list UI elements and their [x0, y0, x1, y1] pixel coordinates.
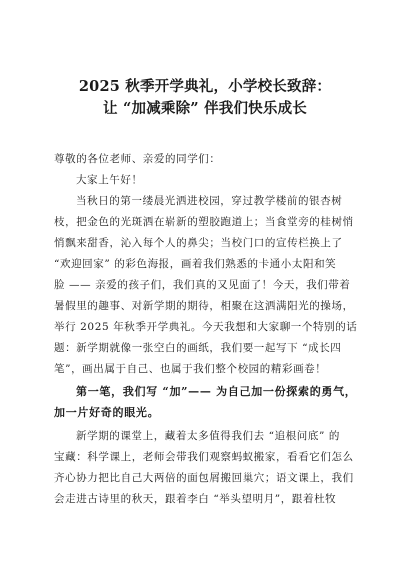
- document-title-line-1: 2025 秋季开学典礼，小学校长致辞：: [78, 78, 332, 95]
- paragraph-line: 当秋日的第一缕晨光洒进校园，穿过教学楼前的银杏树: [76, 195, 343, 207]
- paragraph-line: 枝，把金色的光斑洒在崭新的塑胶跑道上；当食堂旁的桂树悄: [54, 216, 354, 228]
- paragraph-line: 齐心协力把比自己大两倍的面包屑搬回巢穴；语文课上，我们: [54, 472, 354, 484]
- paragraph-line: 暑假里的趣事、对新学期的期待，相聚在这洒满阳光的操场，: [54, 300, 354, 312]
- paragraph-line: “欢迎回家” 的彩色海报，画着我们熟悉的卡通小太阳和笑: [54, 258, 337, 270]
- paragraph-line: 悄飘来甜香，沁入每个人的鼻尖；当校门口的宣传栏换上了: [54, 237, 343, 249]
- paragraph-line: 会走进古诗里的秋天，跟着李白 “举头望明月”，跟着杜牧: [54, 493, 337, 505]
- section-heading-line: 加一片好奇的眼光。: [54, 406, 160, 419]
- paragraph-line: 宝藏：科学课上，老师会带我们观察蚂蚁搬家，看看它们怎么: [54, 451, 354, 463]
- paragraph-line: 举行 2025 年秋季开学典礼。今天我想和大家聊一个特别的话: [54, 321, 358, 333]
- document-title-line-2: 让 “加减乘除” 伴我们快乐成长: [103, 100, 307, 117]
- greeting: 大家上午好！: [76, 174, 143, 186]
- paragraph-line: 笔”，画出属于自己、也属于我们整个校园的精彩画卷！: [54, 363, 327, 375]
- paragraph-line: 题：新学期就像一张空白的画纸，我们要一起写下 “成长四: [54, 342, 342, 354]
- paragraph-line: 脸 —— 亲爱的孩子们，我们真的又见面了！今天，我们带着: [54, 279, 351, 291]
- paragraph-line: 新学期的课堂上，藏着太多值得我们去 “追根问底” 的: [76, 430, 341, 442]
- section-heading-line: 第一笔，我们写 “加”—— 为自己加一份探索的勇气，: [76, 385, 357, 398]
- salutation: 尊敬的各位老师、亲爱的同学们：: [54, 153, 221, 165]
